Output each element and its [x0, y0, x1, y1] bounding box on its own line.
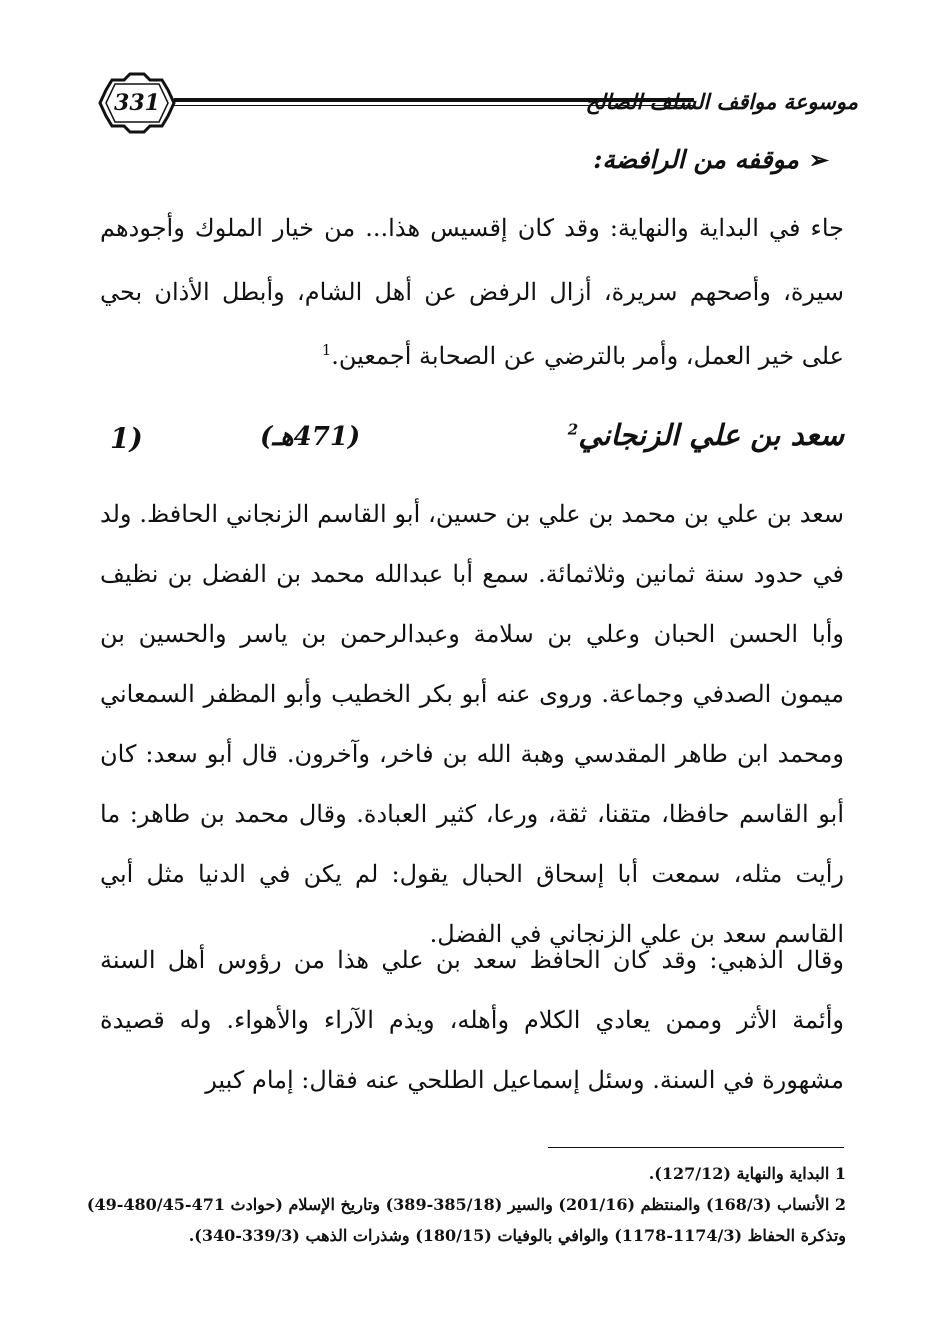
footnote-separator [548, 1147, 844, 1148]
book-title: موسوعة مواقف السلف الصالح [585, 89, 858, 114]
section-heading [100, 418, 844, 478]
footnote-ref-1: 1 [321, 341, 332, 359]
footnote-1: 1 البداية والنهاية (127/12). [648, 1164, 846, 1183]
section-index: 1) [110, 422, 143, 455]
footnote-ref-2: 2 [567, 420, 579, 439]
paragraph-1 [100, 196, 844, 388]
paragraph-1-text: جاء في البداية والنهاية: وقد كان إقسيس هذا... من خيار الملوك وأجودهم سيرة، وأصحهم سريرة، أزال الرفض عن أهل الشام، وأبطل الأذان بحي على خير العمل، وأمر بالترضي عن الصحابة أجمعين. [100, 214, 844, 370]
page-header [98, 72, 858, 132]
footnote-2-continued: وتذكرة الحفاظ (1174/3-1178) والوافي بالوفيات (180/15) وشذرات الذهب (339/3-340). [188, 1226, 846, 1245]
footnote-2: 2 الأنساب (168/3) والمنتظم (201/16) والسير (385/18-389) وتاريخ الإسلام (حوادث 471-480/45-49) [86, 1195, 846, 1214]
subheading-text: موقفه من الرافضة: [593, 145, 799, 174]
section-name-text: سعد بن علي الزنجاني [578, 418, 844, 452]
section-name [568, 418, 844, 452]
section-date: (471هـ) [260, 422, 361, 452]
page-number: 331 [114, 90, 160, 116]
arrow-bullet-icon: ➢ [808, 145, 829, 174]
paragraph-2: سعد بن علي بن محمد بن علي بن حسين، أبو القاسم الزنجاني الحافظ. ولد في حدود سنة ثمانين وثلاثمائة. سمع أبا عبدالله محمد بن الفضل بن نظيف وأبا الحسن الحبان وعلي بن سلامة وعبدالرحمن بن ياسر والحسين بن ميمون الصدفي وجماعة. وروى عنه أبو بكر الخطيب وأبو المظفر السمعاني ومحمد ابن طاهر المقدسي وهبة الله بن فاخر، وآخرون. قال أبو سعد: كان أبو القاسم حافظا، متقنا، ثقة، ورعا، كثير العبادة. وقال محمد بن طاهر: ما رأيت مثله، سمعت أبا إسحاق الحبال يقول: لم يكن في الدنيا مثل أبي القاسم سعد بن علي الزنجاني في الفضل. [100, 500, 845, 948]
subheading [593, 145, 829, 174]
footnotes [86, 1158, 846, 1251]
paragraph-3: وقال الذهبي: وقد كان الحافظ سعد بن علي هذا من رؤوس أهل السنة وأئمة الأثر وممن يعادي الكلام وأهله، ويذم الآراء والأهواء. وله قصيدة مشهورة في السنة. وسئل إسماعيل الطلحي عنه فقال: إمام كبير [100, 946, 844, 1094]
page-number-badge [98, 72, 176, 134]
